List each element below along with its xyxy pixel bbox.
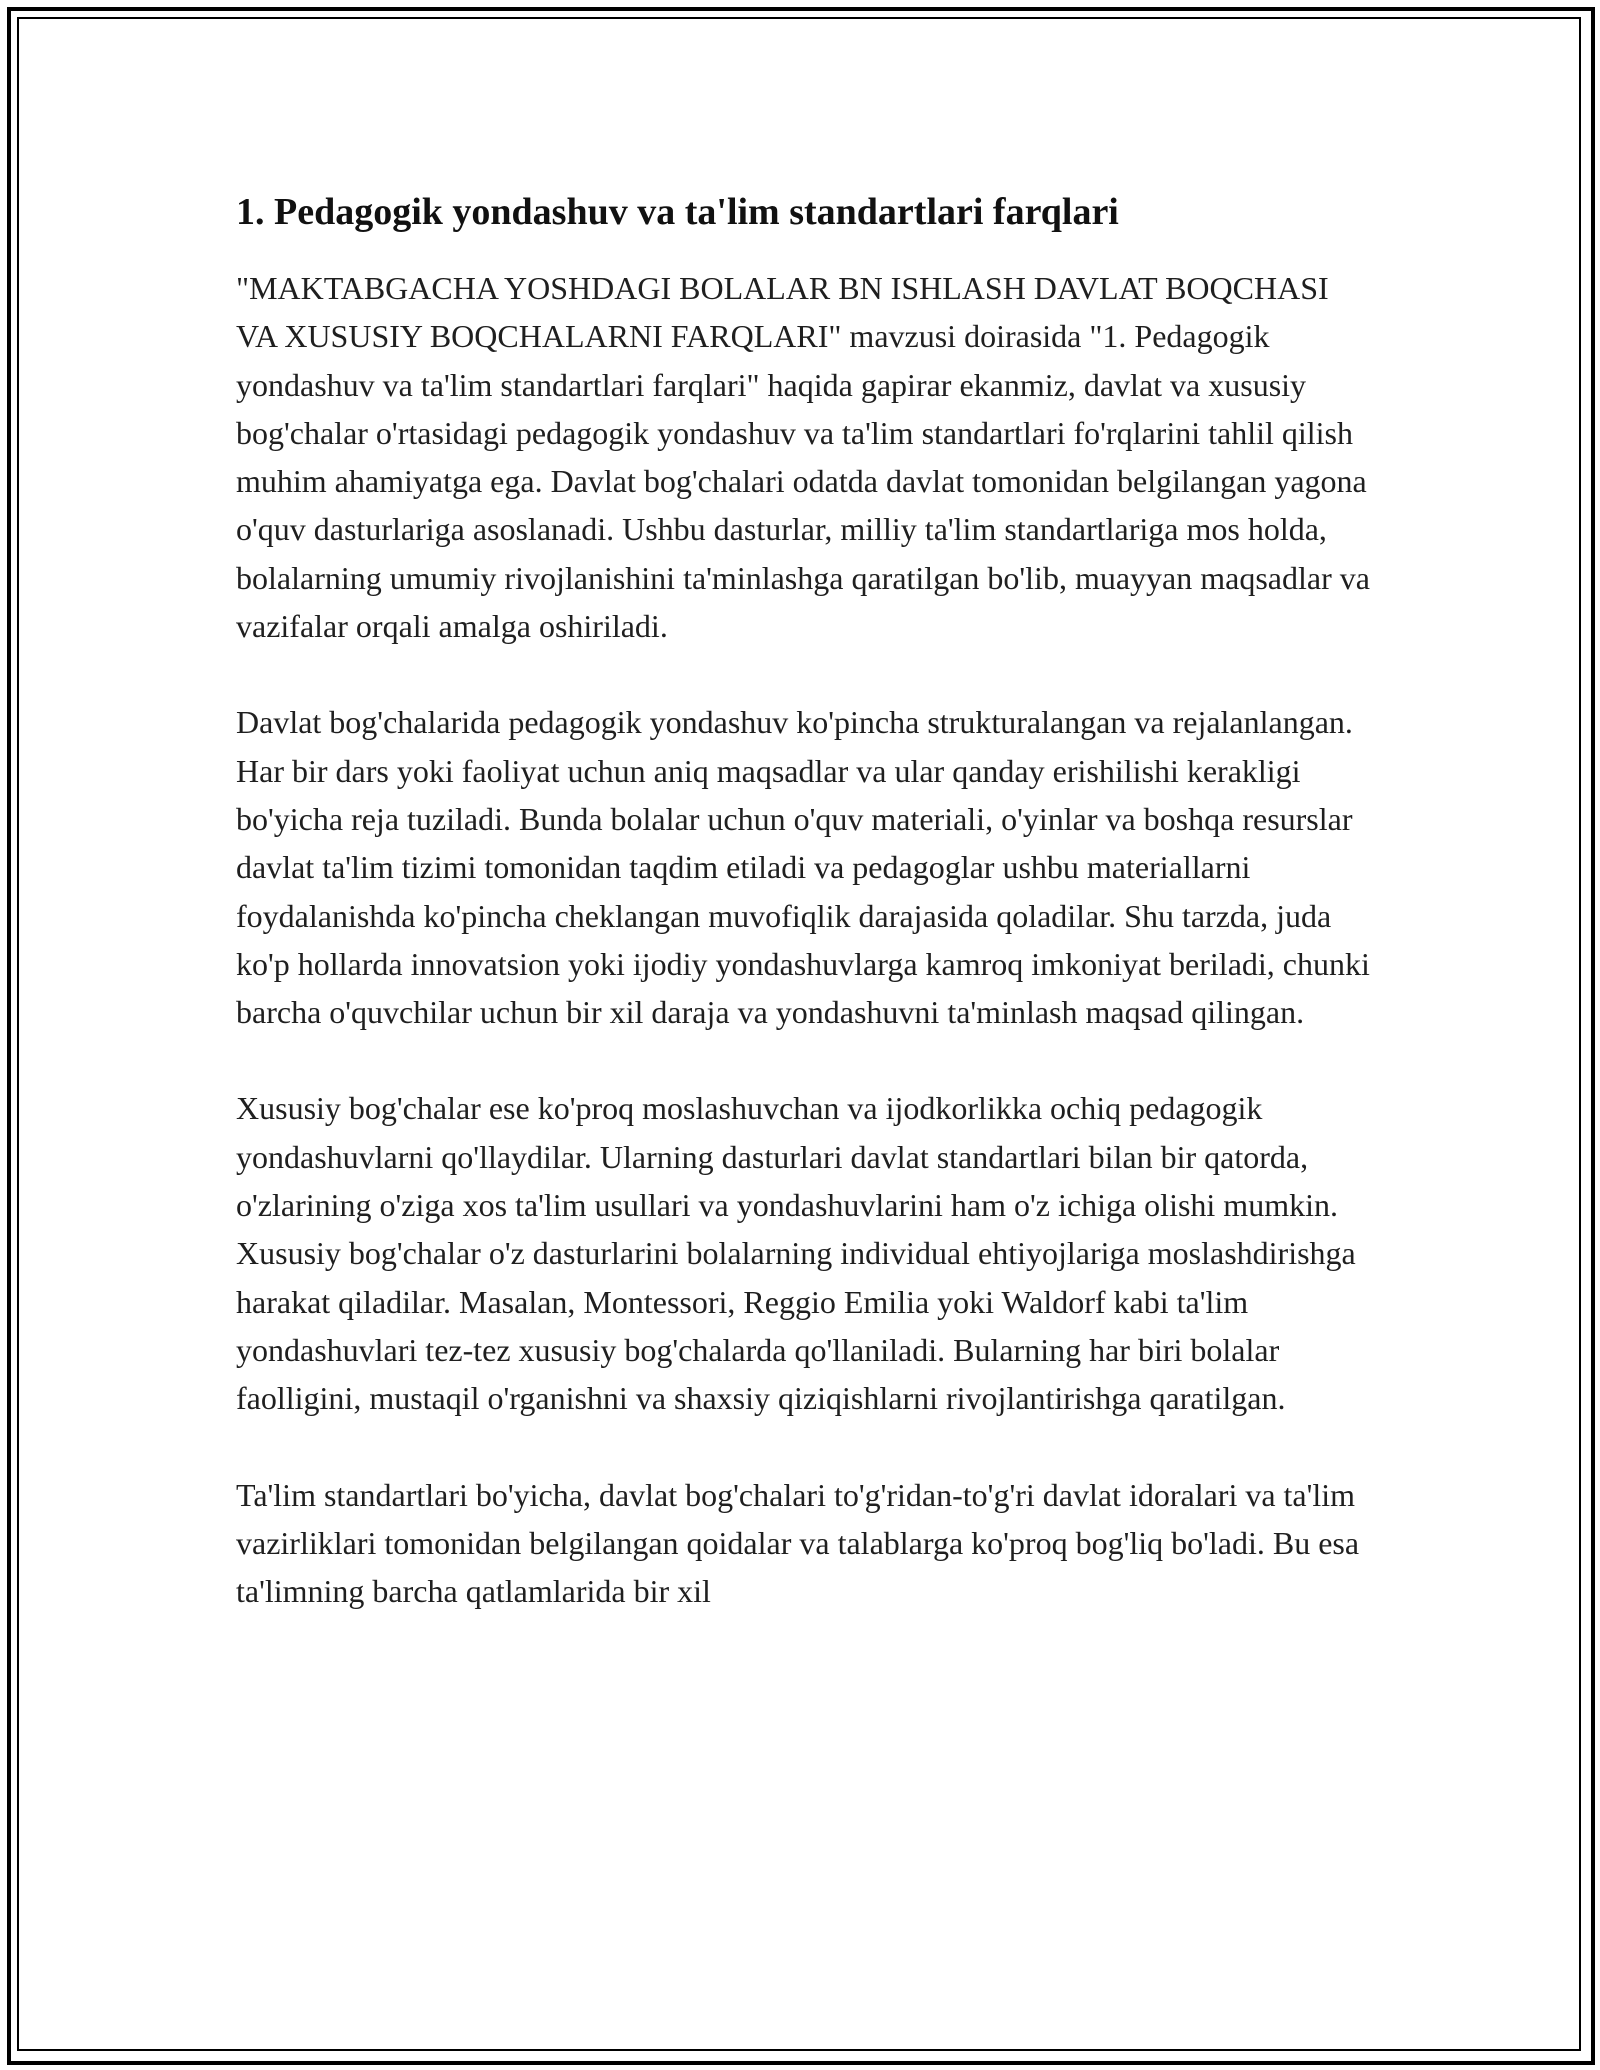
paragraph-education-standards: Ta'lim standartlari bo'yicha, davlat bog'chalari to'g'ridan-to'g'ri davlat idoralari va ta'lim vazirliklari tomonidan belgilangan qoidalar va talablarga ko'proq bog'liq bo'ladi. Bu esa ta'limning barcha qatlamlarida bir xil — [236, 1476, 1360, 1610]
document-body — [236, 186, 1376, 1663]
paragraph-intro: "MAKTABGACHA YOSHDAGI BOLALAR BN ISHLASH DAVLAT BOQCHASI VA XUSUSIY BOQCHALARNI FARQLARI" mavzusi doirasida "1. Pedagogik yondashuv va ta'lim standartlari farqlari" haqida gapirar ekanmiz, davlat va xususiy bog'chalar o'rtasidagi pedagogik yondashuv va ta'lim standartlari fo'rqlarini tahlil qilish muhim ahamiyatga ega. Davlat bog'chalari odatda davlat tomonidan belgilangan yagona o'quv dasturlariga asoslanadi. Ushbu dasturlar, milliy ta'lim standartlariga mos holda, bolalarning umumiy rivojlanishini ta'minlashga qaratilgan bo'lib, muayyan maqsadlar va vazifalar orqali amalga oshiriladi. — [236, 270, 1370, 645]
paragraph-state-kindergartens: Davlat bog'chalarida pedagogik yondashuv ko'pincha strukturalangan va rejalanlangan. Har bir dars yoki faoliyat uchun aniq maqsadlar va ular qanday erishilishi kerakligi bo'yicha reja tuziladi. Bunda bolalar uchun o'quv materiali, o'yinlar va boshqa resurslar davlat ta'lim tizimi tomonidan taqdim etiladi va pedagoglar ushbu materiallarni foydalanishda ko'pincha cheklangan muvofiqlik darajasida qoladilar. Shu tarzda, juda ko'p hollarda innovatsion yoki ijodiy yondashuvlarga kamroq imkoniyat beriladi, chunki barcha o'quvchilar uchun bir xil daraja va yondashuvni ta'minlash maqsad qilingan. — [236, 704, 1370, 1031]
paragraph-private-kindergartens: Xususiy bog'chalar ese ko'proq moslashuvchan va ijodkorlikka ochiq pedagogik yondashuvlarni qo'llaydilar. Ularning dasturlari davlat standartlari bilan bir qatorda, o'zlarining o'ziga xos ta'lim usullari va yondashuvlarini ham o'z ichiga olishi mumkin. Xususiy bog'chalar o'z dasturlarini bolalarning individual ehtiyojlariga moslashdirishga harakat qiladilar. Masalan, Montessori, Reggio Emilia yoki Waldorf kabi ta'lim yondashuvlari tez-tez xususiy bog'chalarda qo'llaniladi. Bularning har biri bolalar faolligini, mustaqil o'rganishni va shaxsiy qiziqishlarni rivojlantirishga qaratilgan. — [236, 1090, 1356, 1417]
section-heading: 1. Pedagogik yondashuv va ta'lim standartlari farqlari — [236, 191, 1119, 233]
